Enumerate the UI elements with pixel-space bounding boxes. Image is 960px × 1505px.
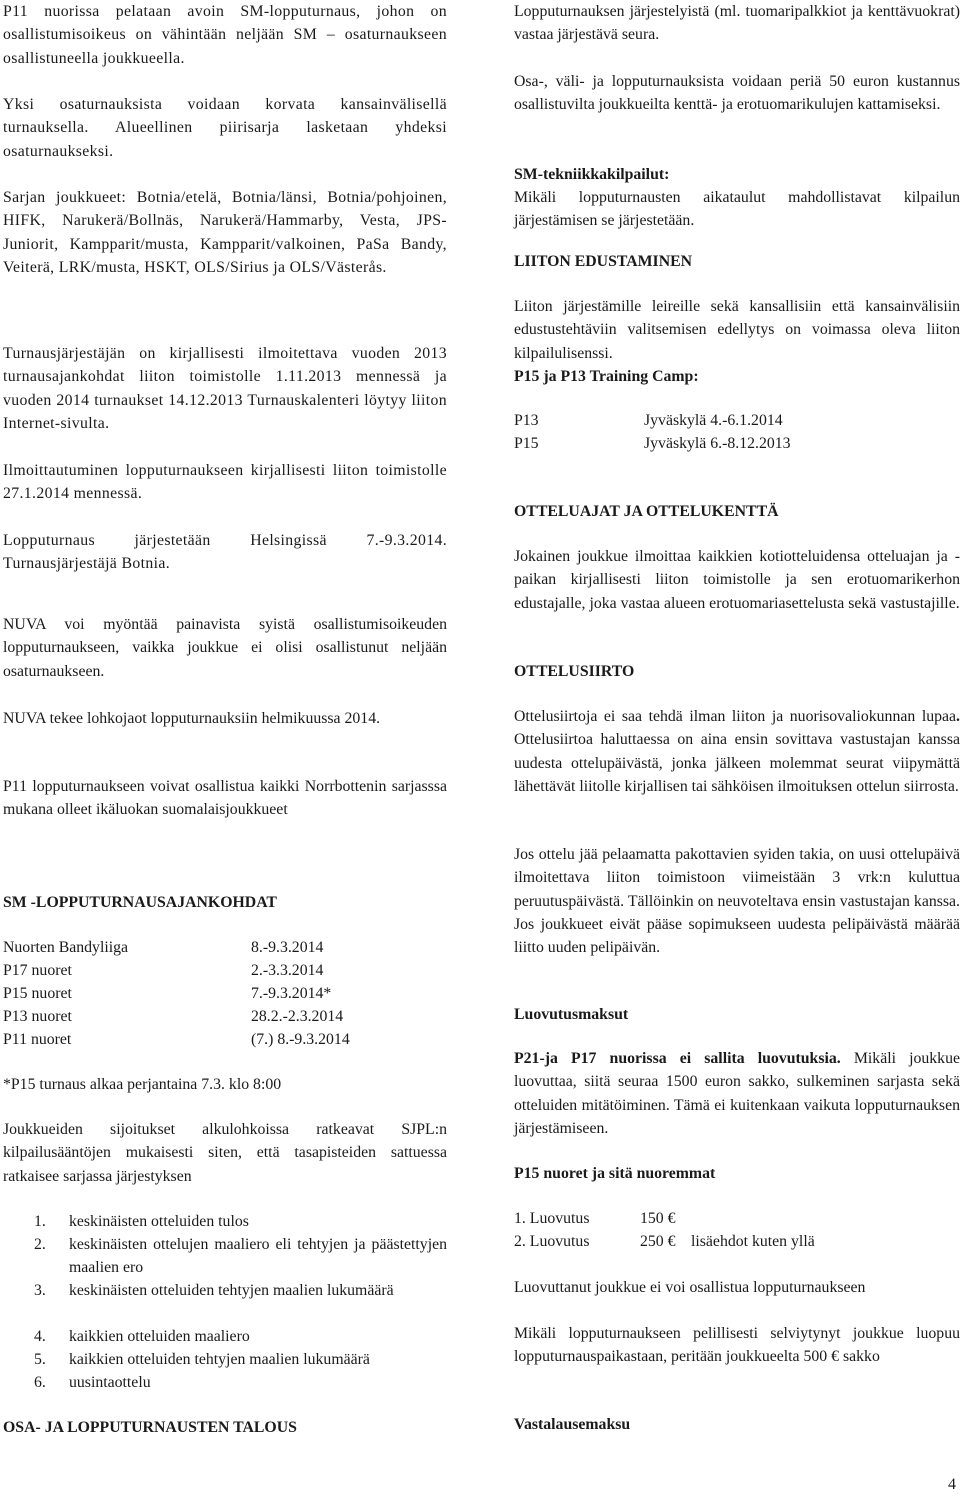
list-number: 6. — [34, 1374, 46, 1391]
paragraph-organizer-notice: Turnausjärjestäjän on kirjallisesti ilmoitettava vuoden 2013 turnausajankohdat liiton toimistolle 1.11.2013 mennessä ja vuoden 2014 turnaukset 14.12.2013 Turnauskalenteri löytyy liiton Internet-sivulta. — [3, 345, 447, 432]
list-number: 3. — [34, 1282, 46, 1299]
camp-place: Jyväskylä 6.-8.12.2013 — [644, 435, 791, 452]
fee-amount: 250 € — [640, 1233, 676, 1250]
paragraph-nuva-permission: NUVA voi myöntää painavista syistä osallistumisoikeuden lopputurnaukseen, vaikka joukkue ei olisi osallistunut neljään osaturnaukseen. — [3, 616, 447, 680]
camp-place: Jyväskylä 4.-6.1.2014 — [644, 412, 783, 429]
fee-amount: 150 € — [640, 1210, 676, 1227]
fee-label: 1. Luovutus — [514, 1210, 590, 1227]
paragraph-p11-open: P11 nuorissa pelataan avoin SM-lopputurnaus, johon on osallistumisoikeus on vähintään neljään SM – osaturnaukseen osallistuneella joukkueella. — [3, 3, 447, 67]
schedule-date: 28.2.-2.3.2014 — [251, 1008, 344, 1025]
list-text: keskinäisten otteluiden tehtyjen maalien lukumäärä — [69, 1282, 394, 1299]
paragraph-final-location: Lopputurnaus järjestetään Helsingissä 7.-9.3.2014. Turnausjärjestäjä Botnia. — [3, 532, 447, 573]
heading-tournament-finances: OSA- JA LOPPUTURNAUSTEN TALOUS — [3, 1419, 297, 1436]
list-text: keskinäisten otteluiden tulos — [69, 1213, 249, 1230]
paragraph-technique-competition: Mikäli lopputurnausten aikataulut mahdollistavat kilpailun järjestämisen se järjestetään. — [514, 189, 960, 230]
schedule-team: Nuorten Bandyliiga — [3, 939, 129, 956]
list-text: kaikkien otteluiden maaliero — [69, 1328, 250, 1345]
fee-extra: lisäehdot kuten yllä — [691, 1233, 815, 1250]
schedule-date: 7.-9.3.2014* — [251, 985, 332, 1002]
schedule-team: P13 nuoret — [3, 1008, 72, 1025]
forfeit-rule-bold: P21-ja P17 nuorissa ei sallita luovutuksia. — [514, 1050, 841, 1067]
heading-forfeit-fees: Luovutusmaksut — [514, 1006, 629, 1023]
camp-team: P15 — [514, 435, 539, 452]
heading-representing-federation: LIITON EDUSTAMINEN — [514, 253, 693, 270]
paragraph-series-teams: Sarjan joukkueet: Botnia/etelä, Botnia/länsi, Botnia/pohjoinen, HIFK, Narukerä/Bollnäs, Narukerä/Hammarby, Vesta, JPS-Juniorit, Kampparit/musta, Kampparit/valkoinen, PaSa Bandy, Veiterä, LRK/musta, HSKT, OLS/Sirius ja OLS/Västerås. — [3, 189, 447, 276]
list-text: keskinäisten ottelujen maaliero eli tehtyjen ja päästettyjen maalien ero — [69, 1236, 447, 1277]
page-number: 4 — [948, 1476, 956, 1493]
heading-sm-final-dates: SM -LOPPUTURNAUSAJANKOHDAT — [3, 894, 277, 911]
list-number: 2. — [34, 1236, 46, 1253]
paragraph-p11-norrbotten: P11 lopputurnaukseen voivat osallistua kaikki Norrbottenin sarjasssa mukana olleet ikäluokan suomalaisjoukkueet — [3, 778, 447, 819]
paragraph-final-arrangements: Lopputurnauksen järjestelyistä (ml. tuomaripalkkiot ja kenttävuokrat) vastaa järjestävä seura. — [514, 3, 960, 44]
paragraph-transfer-rules — [514, 705, 960, 798]
list-number: 1. — [34, 1213, 46, 1230]
schedule-date: 2.-3.3.2014 — [251, 962, 324, 979]
schedule-team: P17 nuoret — [3, 962, 72, 979]
paragraph-registration: Ilmoittautuminen lopputurnaukseen kirjallisesti liiton toimistolle 27.1.2014 mennessä. — [3, 462, 447, 503]
heading-p15-younger: P15 nuoret ja sitä nuoremmat — [514, 1165, 716, 1182]
paragraph-substitute-tournament: Yksi osaturnauksista voidaan korvata kansainvälisellä turnauksella. Alueellinen piirisarja lasketaan yhdeksi osaturnaukseksi. — [3, 96, 447, 160]
paragraph-p15-note: *P15 turnaus alkaa perjantaina 7.3. klo 8:00 — [3, 1076, 282, 1093]
transfer-rule-permission: Ottelusiirtoja ei saa tehdä ilman liiton ja nuorisovaliokunnan lupaa — [514, 708, 957, 725]
schedule-team: P15 nuoret — [3, 985, 72, 1002]
heading-match-times: OTTELUAJAT JA OTTELUKENTTÄ — [514, 503, 779, 520]
camp-team: P13 — [514, 412, 539, 429]
paragraph-forfeit-p21-p17 — [514, 1047, 960, 1140]
paragraph-forfeit-final: Luovuttanut joukkue ei voi osallistua lopputurnaukseen — [514, 1279, 866, 1296]
paragraph-home-matches: Jokainen joukkue ilmoittaa kaikkien kotiotteluidensa otteluajan ja -paikan kirjallisesti liiton toimistolle ja sen erotuomarikerhon edustajalle, joka vastaa alueen erotuomariasettelusta sekä vastustajille. — [514, 548, 960, 612]
paragraph-tournament-fees: Osa-, väli- ja lopputurnauksista voidaan periä 50 euron kustannus osallistuvilta joukkueilta kenttä- ja erotuomarikulujen kattamiseksi. — [514, 73, 960, 114]
transfer-rule-period: . — [956, 708, 960, 725]
list-text: uusintaottelu — [69, 1374, 151, 1391]
schedule-team: P11 nuoret — [3, 1031, 72, 1048]
schedule-date: (7.) 8.-9.3.2014 — [251, 1031, 350, 1048]
heading-match-transfer: OTTELUSIIRTO — [514, 663, 635, 680]
list-number: 5. — [34, 1351, 46, 1368]
paragraph-group-standings: Joukkueiden sijoitukset alkulohkoissa ratkeavat SJPL:n kilpailusääntöjen mukaisesti siten, että tasapisteiden sattuessa ratkaisee sarjassa järjestyksen — [3, 1121, 447, 1185]
paragraph-license-requirement: Liiton järjestämille leireille sekä kansallisiin että kansainvälisiin edustustehtäviin valitsemisen edellytys on voimassa oleva liiton kilpailulisenssi. — [514, 298, 960, 362]
list-text: kaikkien otteluiden tehtyjen maalien lukumäärä — [69, 1351, 370, 1368]
list-number: 4. — [34, 1328, 46, 1345]
forfeit-rule-text: Mikäli joukkue luovuttaa, siitä seuraa 1500 euron sakko, sulkeminen sarjasta sekä otteluiden mitätöiminen. Tämä ei kuitenkaan vaikuta lopputurnauksen järjestämiseen. — [514, 1050, 960, 1137]
transfer-rule-procedure: Ottelusiirtoa haluttaessa on aina ensin sovittava vastustajan kanssa uudesta ottelupäivästä, jonka jälkeen molemmat seurat viipymättä lähettävät liitolle kirjallisen tai sähköisen ilmoituksen ottelun siirrosta. — [514, 731, 960, 795]
paragraph-final-withdrawal: Mikäli lopputurnaukseen pelillisesti selviytynyt joukkue luopuu lopputurnauspaikastaan, peritään joukkueelta 500 € sakko — [514, 1325, 960, 1366]
paragraph-nuva-groups: NUVA tekee lohkojaot lopputurnauksiin helmikuussa 2014. — [3, 710, 381, 727]
schedule-date: 8.-9.3.2014 — [251, 939, 324, 956]
heading-protest-fee: Vastalausemaksu — [514, 1416, 631, 1433]
heading-sm-technique: SM-tekniikkakilpailut: — [514, 166, 670, 183]
paragraph-unplayed-match: Jos ottelu jää pelaamatta pakottavien syiden takia, on uusi ottelupäivä ilmoitettava liiton toimistoon viimeistään 3 vrk:n kuluttua peruutuspäivästä. Tällöinkin on neuvoteltava ensin vastustajan kanssa. Jos joukkueet eivät pääse sopimukseen uudesta pelipäivästä määrää liitto uuden pelipäivän. — [514, 846, 960, 957]
heading-training-camp: P15 ja P13 Training Camp: — [514, 368, 699, 385]
fee-label: 2. Luovutus — [514, 1233, 590, 1250]
